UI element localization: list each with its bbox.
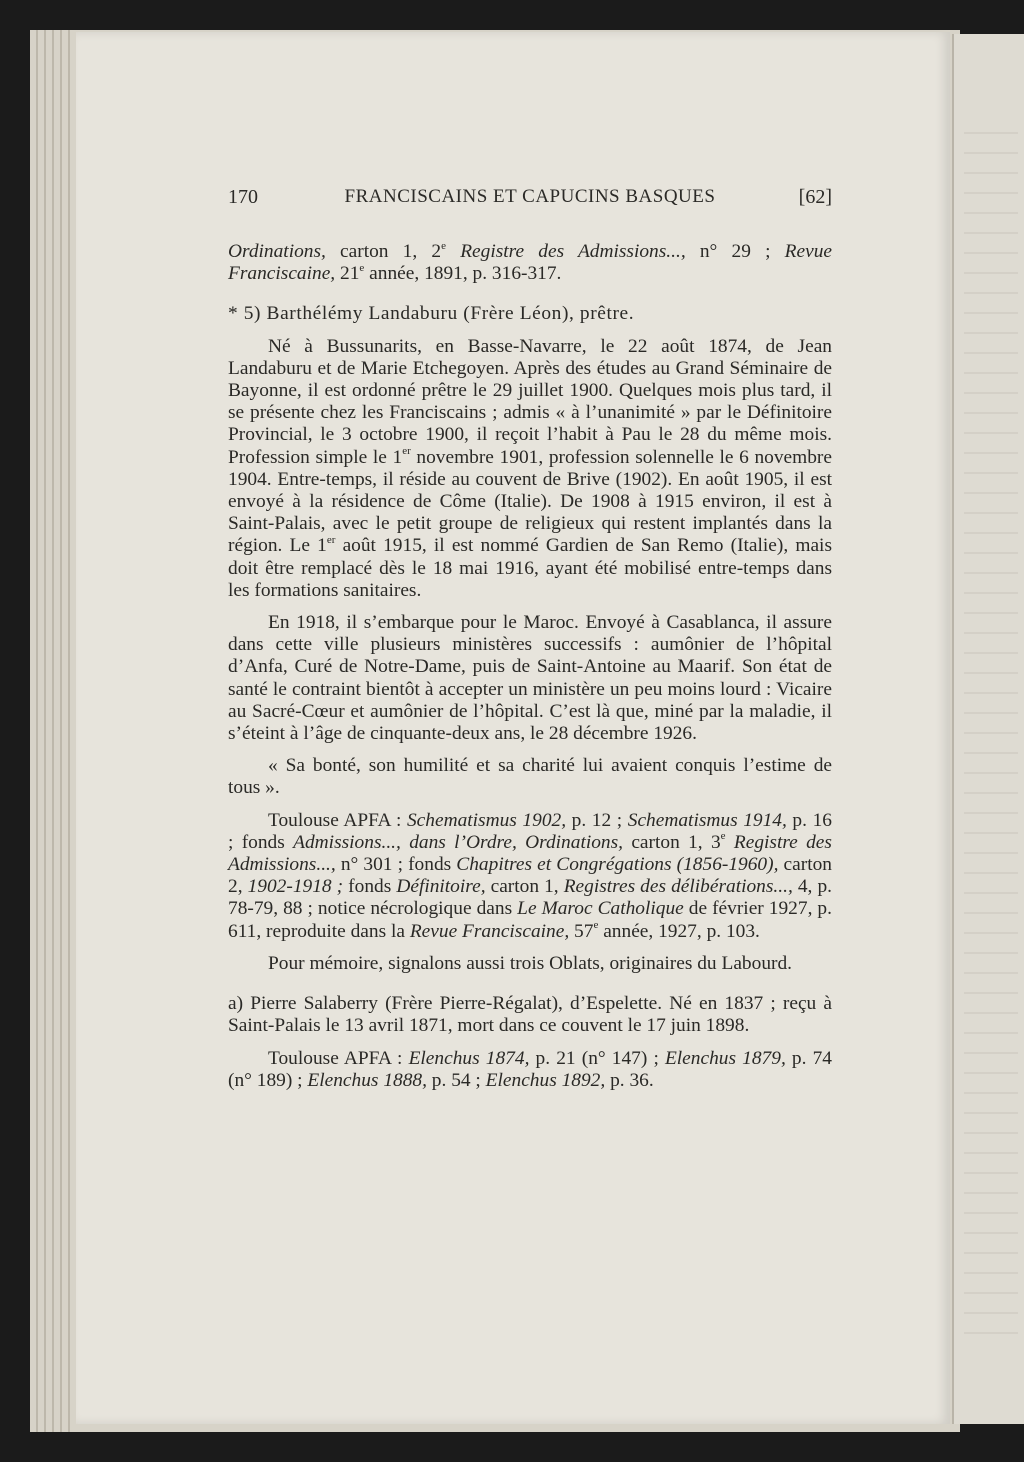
text-run: fonds [343, 876, 397, 898]
text-run: Pour mémoire, signalons aussi trois Oblats, originaires du Labourd. [268, 952, 793, 974]
text-run: n° 301 ; fonds [335, 854, 457, 876]
italic-text: Registres des délibérations..., [563, 876, 793, 898]
italic-text: Elenchus 1892, [485, 1069, 606, 1091]
text-run: Toulouse APFA : [268, 809, 407, 831]
superscript: e [441, 239, 446, 252]
page-edge-line [44, 30, 46, 1432]
page-edge-line [36, 30, 38, 1432]
text-run: 57 [569, 920, 594, 942]
page-edge-line [60, 30, 62, 1432]
italic-text: 1902-1918 ; [247, 876, 344, 898]
text-run: de février 1927, p. 611, reproduite dans la [228, 898, 832, 942]
page-edge-line [52, 30, 54, 1432]
entry-heading [228, 303, 832, 325]
text-run: Né à Bussunarits, en Basse-Navarre, le 22 août 1874, de Jean Landaburu et de Marie Etchegoyen. Après des études au Grand Séminaire de Bayonne, il est ordonné prêtre le 29 juillet 1900. Quelques mois plus tard, il se présente chez les Franciscains ; admis « à l’unanimité » par le Définitoire Provincial, le 3 octobre 1900, il reçoit l’habit à Pau le 28 du même mois. Profession simple le 1 [228, 335, 832, 468]
text-run: p. 12 ; [566, 809, 628, 831]
text-run: * 5) Barthélémy Landaburu (Frère Léon), prêtre. [228, 303, 635, 325]
section-marker: [62] [798, 186, 832, 208]
paragraph [228, 810, 832, 943]
text-run: Toulouse APFA : [268, 1047, 409, 1069]
text-run: carton 1, 2 [325, 241, 442, 262]
text-run: p. 74 (n° 189) ; [228, 1047, 832, 1091]
running-title: FRANCISCAINS ET CAPUCINS BASQUES [344, 186, 716, 207]
italic-text: Le Maroc Catholique [517, 898, 684, 920]
superscript: e [720, 830, 726, 843]
text-run: p. 16 ; fonds [228, 809, 832, 853]
italic-text: Elenchus 1879, [664, 1047, 786, 1069]
paragraph [228, 953, 832, 975]
facing-page-edge [952, 34, 1024, 1424]
superscript: er [326, 533, 336, 546]
paragraph [228, 241, 832, 285]
italic-text: Revue Franciscaine, [228, 241, 832, 285]
italic-text: Chapitres et Congrégations (1856-1960), [456, 854, 779, 876]
text-run: carton 1, 3 [623, 831, 721, 853]
text-run [446, 241, 460, 262]
show-through-text [964, 114, 1018, 1344]
italic-text: Admissions..., dans l’Ordre, Ordinations, [293, 831, 623, 853]
italic-text: Elenchus 1888, [307, 1069, 427, 1091]
text-run: « Sa bonté, son humilité et sa charité lui avaient conquis l’estime de tous ». [228, 755, 832, 799]
text-run: carton 2, [228, 854, 832, 898]
text-run: carton 1, [485, 876, 564, 898]
text-run: n° 29 ; [685, 241, 785, 262]
text-run [726, 832, 734, 853]
superscript: e [593, 919, 599, 932]
text-run: août 1915, il est nommé Gardien de San Remo (Italie), mais doit être remplacé dès le 18 mai 1916, ayant été mobilisé entre-temps dans les formations sanitaires. [228, 535, 832, 601]
italic-text: Schematismus 1902, [406, 809, 567, 831]
page-edge-line [68, 30, 70, 1432]
text-run: En 1918, il s’embarque pour le Maroc. Envoyé à Casablanca, il assure dans cette ville plusieurs ministères successifs : aumônier de l’hôpital d’Anfa, Curé de Notre-Dame, puis de Saint-Antoine au Maarif. Son état de santé le contraint bientôt à accepter un ministère un peu moins lourd : Vicaire au Sacré-Cœur et aumônier de l’hôpital. C’est là que, miné par la maladie, il s’éteint à l’âge de cinquante-deux ans, le 28 décembre 1926. [228, 612, 832, 745]
superscript: e [359, 261, 365, 274]
paragraph [228, 336, 832, 602]
paragraph [228, 612, 832, 745]
running-header [228, 186, 832, 214]
paragraph [228, 755, 832, 799]
text-run: p. 54 ; [426, 1069, 486, 1091]
text-run: p. 36. [605, 1069, 654, 1091]
text-run: 21 [335, 263, 360, 285]
text-run: novembre 1901, profession solennelle le 6 novembre 1904. Entre-temps, il réside au couvent de Brive (1902). En août 1905, il est envoyé à la résidence de Côme (Italie). De 1908 à 1915 environ, il est à Saint-Palais, avec le petit groupe de religieux qui restent implantés dans la région. Le 1 [228, 446, 832, 557]
body-text [228, 241, 832, 1092]
italic-text: Définitoire, [396, 876, 486, 898]
text-run: p. 21 (n° 147) ; [529, 1047, 665, 1069]
paragraph [228, 993, 832, 1037]
italic-text: Ordinations, [228, 241, 326, 262]
text-run: année, 1927, p. 103. [598, 920, 760, 942]
italic-text: Registre des Admissions..., [460, 241, 686, 262]
text-run: 4, p. 78-79, 88 ; notice nécrologique dans [228, 876, 832, 920]
italic-text: Revue Franciscaine, [409, 920, 570, 942]
superscript: er [402, 445, 411, 458]
italic-text: Elenchus 1874, [408, 1047, 530, 1069]
page-number: 170 [228, 186, 258, 208]
text-run: année, 1891, p. 316-317. [364, 263, 562, 285]
text-run: a) Pierre Salaberry (Frère Pierre-Régalat), d’Espelette. Né en 1837 ; reçu à Saint-Palais le 13 avril 1871, mort dans ce couvent le 17 juin 1898. [228, 993, 832, 1037]
italic-text: Schematismus 1914, [627, 809, 787, 831]
italic-text: Registre des Admissions..., [228, 831, 832, 876]
paragraph [228, 1048, 832, 1092]
